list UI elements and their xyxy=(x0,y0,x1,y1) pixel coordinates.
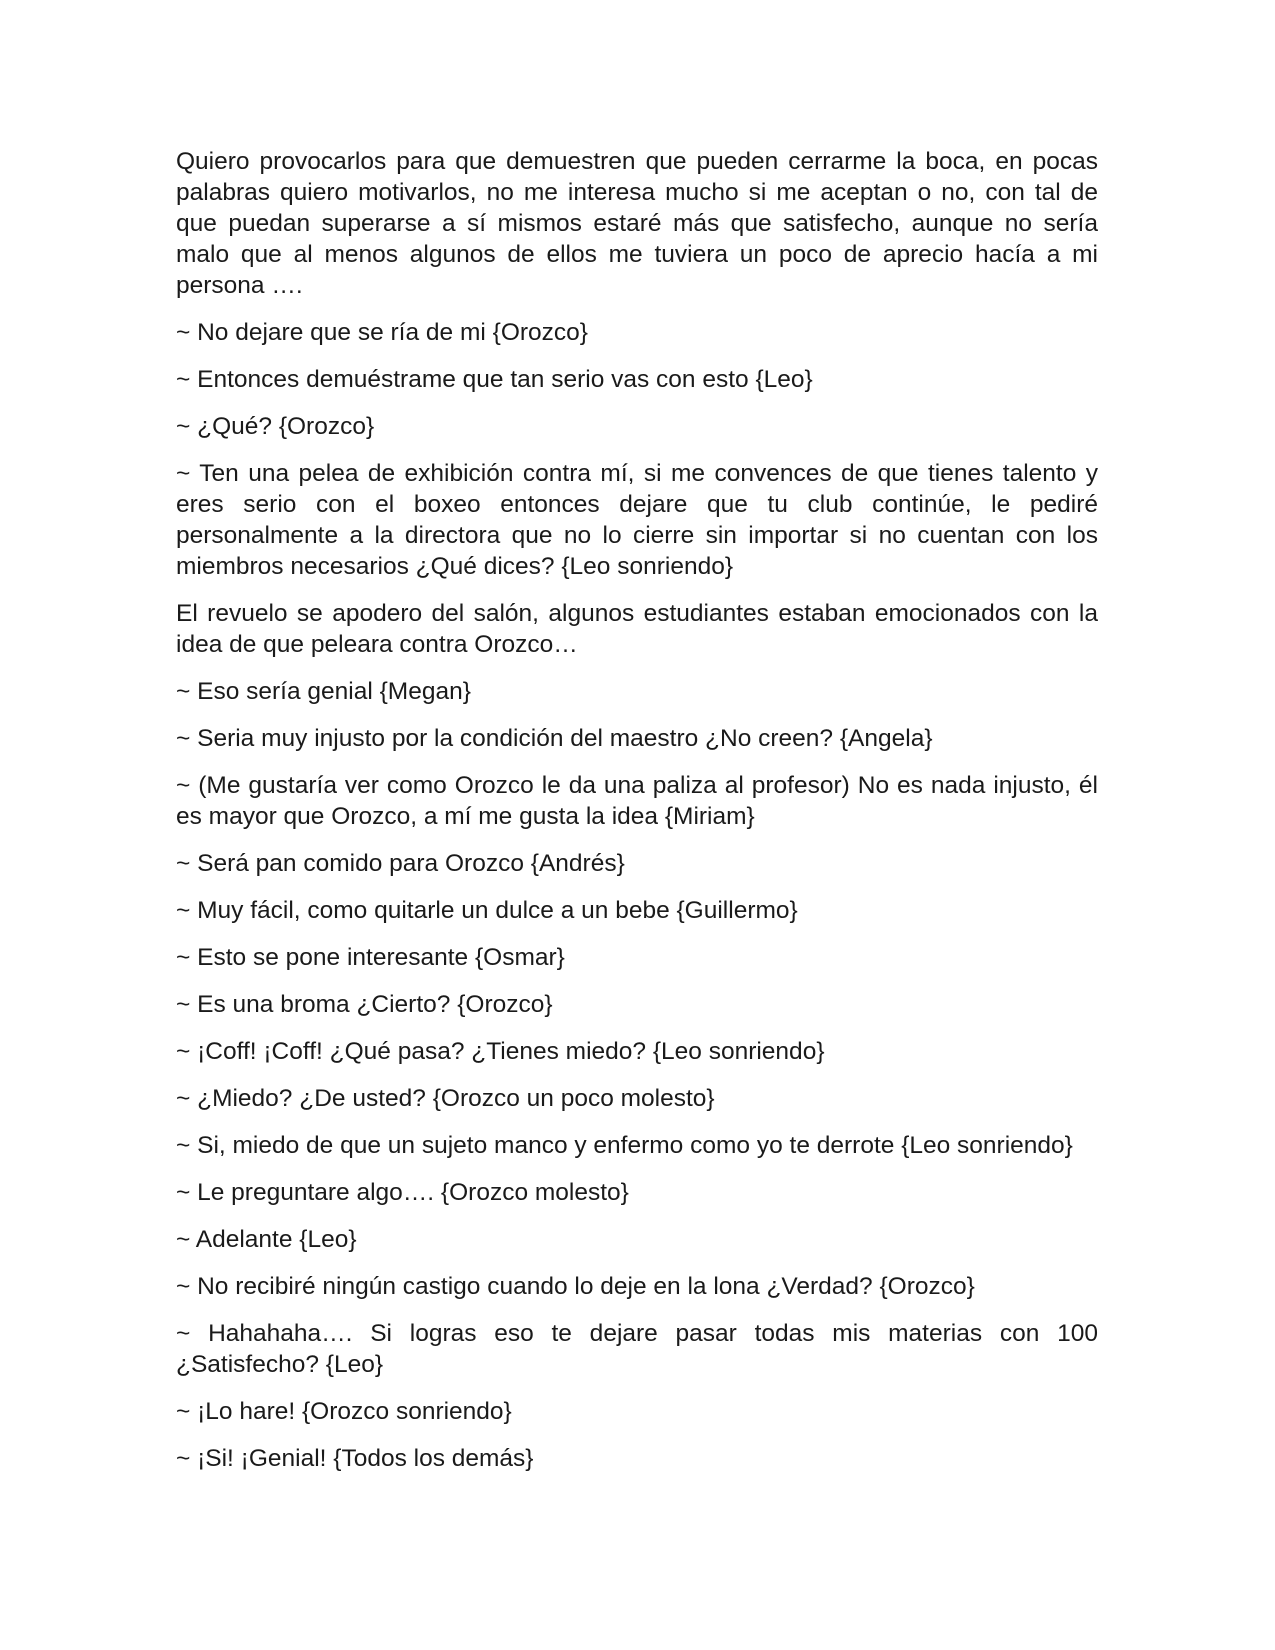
dialogue-line: ~ ¡Si! ¡Genial! {Todos los demás} xyxy=(176,1445,534,1472)
document-body xyxy=(176,146,1098,1474)
dialogue-line: ~ Ten una pelea de exhibición contra mí, si me convences de que tienes talento y eres serio con el boxeo entonces dejare que tu club continúe, le pediré personalmente a la directora que no lo cierre sin importar si no cuentan con los miembros necesarios ¿Qué dices? {Leo sonriendo} xyxy=(176,460,1098,580)
dialogue-line: ~ ¡Lo hare! {Orozco sonriendo} xyxy=(176,1398,512,1425)
dialogue-line: ~ Será pan comido para Orozco {Andrés} xyxy=(176,850,625,877)
dialogue-line: ~ ¿Qué? {Orozco} xyxy=(176,413,375,440)
dialogue-line: ~ Adelante {Leo} xyxy=(176,1226,357,1253)
dialogue-line: ~ Muy fácil, como quitarle un dulce a un bebe {Guillermo} xyxy=(176,897,798,924)
narration-paragraph: Quiero provocarlos para que demuestren que pueden cerrarme la boca, en pocas palabras quiero motivarlos, no me interesa mucho si me aceptan o no, con tal de que puedan superarse a sí mismos estaré más que satisfecho, aunque no sería malo que al menos algunos de ellos me tuviera un poco de aprecio hacía a mi persona …. xyxy=(176,148,1098,299)
dialogue-line: ~ Esto se pone interesante {Osmar} xyxy=(176,944,565,971)
narration-paragraph: El revuelo se apodero del salón, algunos estudiantes estaban emocionados con la idea de que peleara contra Orozco… xyxy=(176,600,1098,658)
dialogue-line: ~ No dejare que se ría de mi {Orozco} xyxy=(176,319,588,346)
dialogue-line: ~ ¿Miedo? ¿De usted? {Orozco un poco molesto} xyxy=(176,1085,715,1112)
dialogue-line: ~ No recibiré ningún castigo cuando lo deje en la lona ¿Verdad? {Orozco} xyxy=(176,1273,975,1300)
dialogue-line: ~ Hahahaha…. Si logras eso te dejare pasar todas mis materias con 100 ¿Satisfecho? {Leo} xyxy=(176,1320,1098,1378)
dialogue-line: ~ Eso sería genial {Megan} xyxy=(176,678,471,705)
dialogue-line: ~ Entonces demuéstrame que tan serio vas con esto {Leo} xyxy=(176,366,813,393)
dialogue-line: ~ (Me gustaría ver como Orozco le da una paliza al profesor) No es nada injusto, él es mayor que Orozco, a mí me gusta la idea {Miriam} xyxy=(176,772,1098,830)
dialogue-line: ~ Le preguntare algo…. {Orozco molesto} xyxy=(176,1179,629,1206)
dialogue-line: ~ Seria muy injusto por la condición del maestro ¿No creen? {Angela} xyxy=(176,725,933,752)
dialogue-line: ~ ¡Coff! ¡Coff! ¿Qué pasa? ¿Tienes miedo? {Leo sonriendo} xyxy=(176,1038,825,1065)
dialogue-line: ~ Si, miedo de que un sujeto manco y enfermo como yo te derrote {Leo sonriendo} xyxy=(176,1132,1073,1159)
dialogue-line: ~ Es una broma ¿Cierto? {Orozco} xyxy=(176,991,553,1018)
